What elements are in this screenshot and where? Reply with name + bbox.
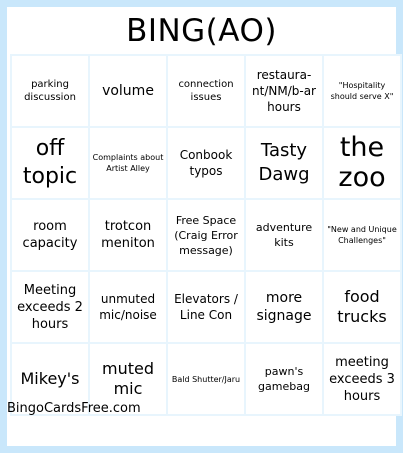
bingo-cell[interactable]: Elevators / Line Con	[168, 272, 244, 342]
bingo-cell[interactable]: Complaints about Artist Alley	[90, 128, 166, 198]
bingo-cell[interactable]: Bald Shutter/Jaru	[168, 344, 244, 414]
bingo-cell[interactable]: food trucks	[324, 272, 400, 342]
bingo-cell[interactable]: off topic	[12, 128, 88, 198]
bingo-cell[interactable]: connection issues	[168, 56, 244, 126]
bingo-cell[interactable]: Free Space (Craig Error message)	[168, 200, 244, 270]
bingo-cell[interactable]: parking discussion	[12, 56, 88, 126]
bingo-cell[interactable]: muted mic	[90, 344, 166, 414]
bingo-cell[interactable]: Conbook typos	[168, 128, 244, 198]
bingo-cell[interactable]: unmuted mic/noise	[90, 272, 166, 342]
bingo-cell[interactable]: Mikey's	[12, 344, 88, 414]
bingo-cell[interactable]: pawn's gamebag	[246, 344, 322, 414]
bingo-cell[interactable]: the zoo	[324, 128, 400, 198]
bingo-grid	[10, 54, 402, 416]
card-title: BING(AO)	[126, 13, 277, 49]
bingo-cell[interactable]: "New and Unique Challenges"	[324, 200, 400, 270]
bingo-cell[interactable]: volume	[90, 56, 166, 126]
bingo-cell[interactable]: Meeting exceeds 2 hours	[12, 272, 88, 342]
bingo-cell[interactable]: Tasty Dawg	[246, 128, 322, 198]
bingo-cell[interactable]: meeting exceeds 3 hours	[324, 344, 400, 414]
bingo-cell[interactable]: trotcon meniton	[90, 200, 166, 270]
footer-credit: BingoCardsFree.com	[7, 401, 141, 416]
bingo-cell[interactable]: room capacity	[12, 200, 88, 270]
bingo-cell[interactable]: "Hospitality should serve X"	[324, 56, 400, 126]
bingo-cell[interactable]: more signage	[246, 272, 322, 342]
bingo-cell[interactable]: adventure kits	[246, 200, 322, 270]
bingo-card	[7, 7, 396, 446]
bingo-cell[interactable]: restaura-nt/NM/b-ar hours	[246, 56, 322, 126]
